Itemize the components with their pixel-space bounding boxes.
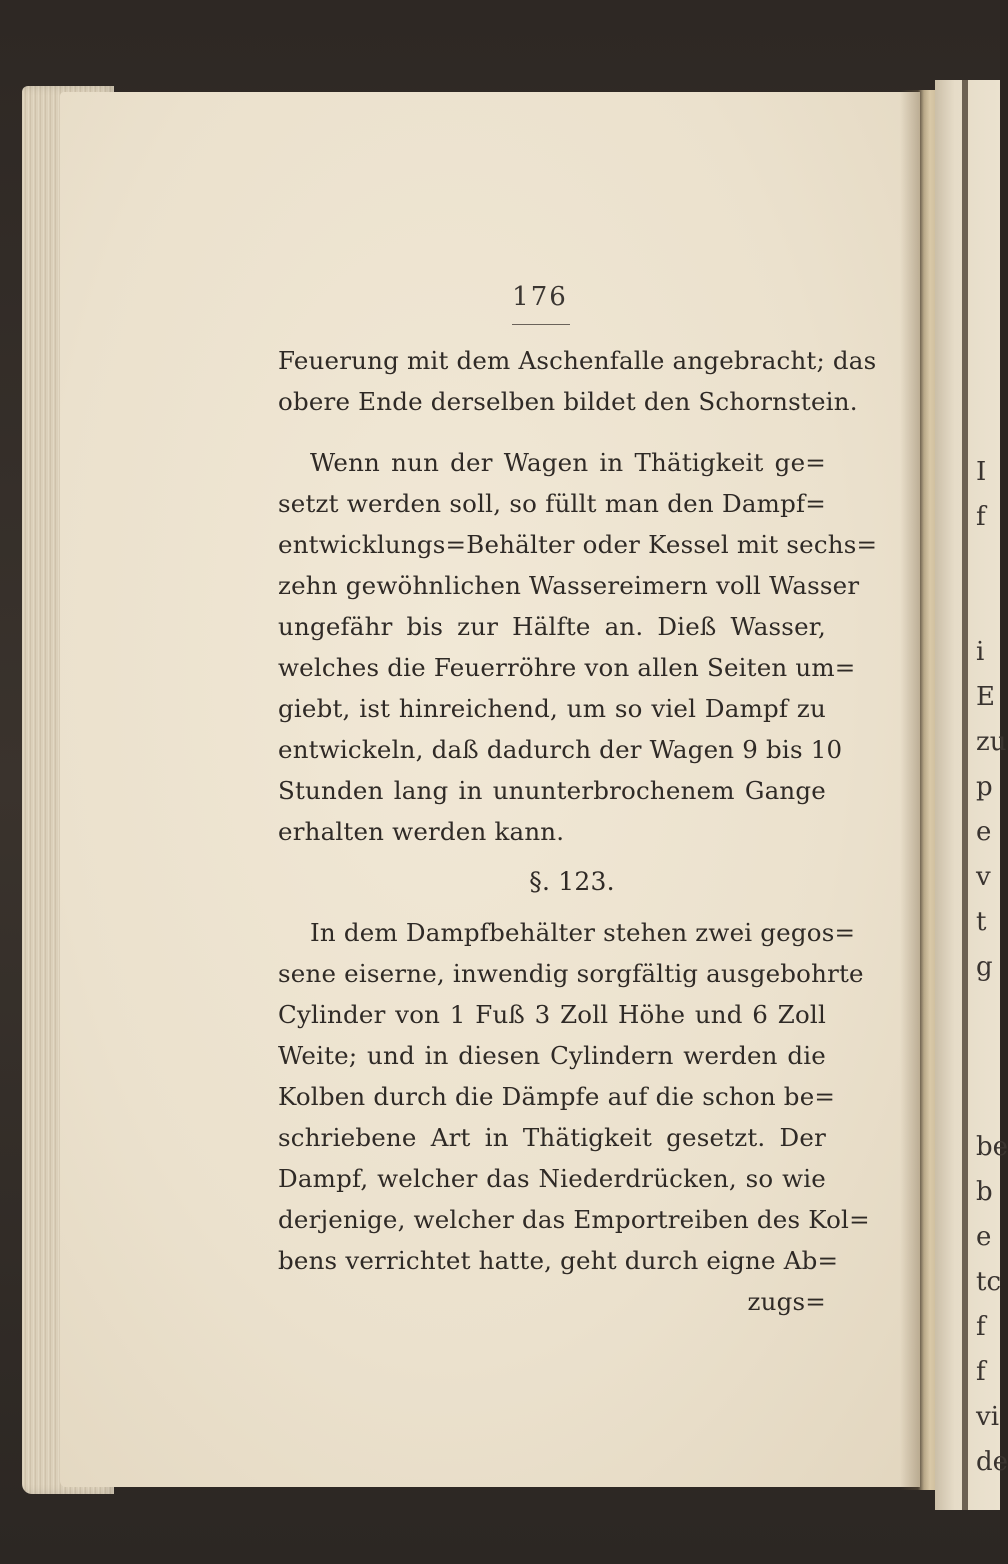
section-heading: §. 123. <box>529 867 615 896</box>
right-page-fold <box>962 80 968 1510</box>
text-line: Wenn nun der Wagen in Thätigkeit ge= <box>310 448 826 477</box>
text-line: obere Ende derselben bildet den Schornstein. <box>278 387 858 416</box>
text-line: Dampf, welcher das Niederdrücken, so wie <box>278 1164 826 1193</box>
text-line: sene eiserne, inwendig sorgfältig ausgebohrte <box>278 959 864 988</box>
catchword: zugs= <box>747 1287 826 1316</box>
text-line: bens verrichtet hatte, geht durch eigne Ab= <box>278 1246 839 1275</box>
text-line: derjenige, welcher das Emportreiben des Kol= <box>278 1205 870 1234</box>
text-line: Stunden lang in ununterbrochenem Gange <box>278 776 826 805</box>
text-line: Kolben durch die Dämpfe auf die schon be= <box>278 1082 836 1111</box>
page-number: 176 <box>512 282 568 312</box>
paragraph-gap <box>278 422 826 442</box>
text-line: entwicklungs=Behälter oder Kessel mit sechs= <box>278 530 878 559</box>
text-line: giebt, ist hinreichend, um so viel Dampf zu <box>278 694 826 723</box>
paragraph-2 <box>278 442 878 852</box>
text-line: ungefähr bis zur Hälfte an. Dieß Wasser, <box>278 612 826 641</box>
text-line: zehn gewöhnlichen Wassereimern voll Wasser <box>278 571 860 600</box>
paragraph-1 <box>278 340 877 422</box>
text-line: welches die Feuerröhre von allen Seiten um= <box>278 653 856 682</box>
text-line: Weite; und in diesen Cylindern werden die <box>278 1041 826 1070</box>
text-line: In dem Dampfbehälter stehen zwei gegos= <box>310 918 856 947</box>
right-page-text-fragments: I f i E zu p e v t g be b e tc f f vi de <box>976 457 1008 1477</box>
text-line: erhalten werden kann. <box>278 817 565 846</box>
text-line: schriebene Art in Thätigkeit gesetzt. Der <box>278 1123 826 1152</box>
page-number-rule <box>512 324 570 325</box>
text-line: entwickeln, daß dadurch der Wagen 9 bis 10 <box>278 735 843 764</box>
text-line: Feuerung mit dem Aschenfalle angebracht; das <box>278 346 877 375</box>
paragraph-3 <box>278 912 870 1281</box>
book-gutter <box>900 90 940 1490</box>
text-line: Cylinder von 1 Fuß 3 Zoll Höhe und 6 Zoll <box>278 1000 826 1029</box>
body-text <box>278 340 878 1322</box>
text-line: setzt werden soll, so füllt man den Dampf= <box>278 489 826 518</box>
